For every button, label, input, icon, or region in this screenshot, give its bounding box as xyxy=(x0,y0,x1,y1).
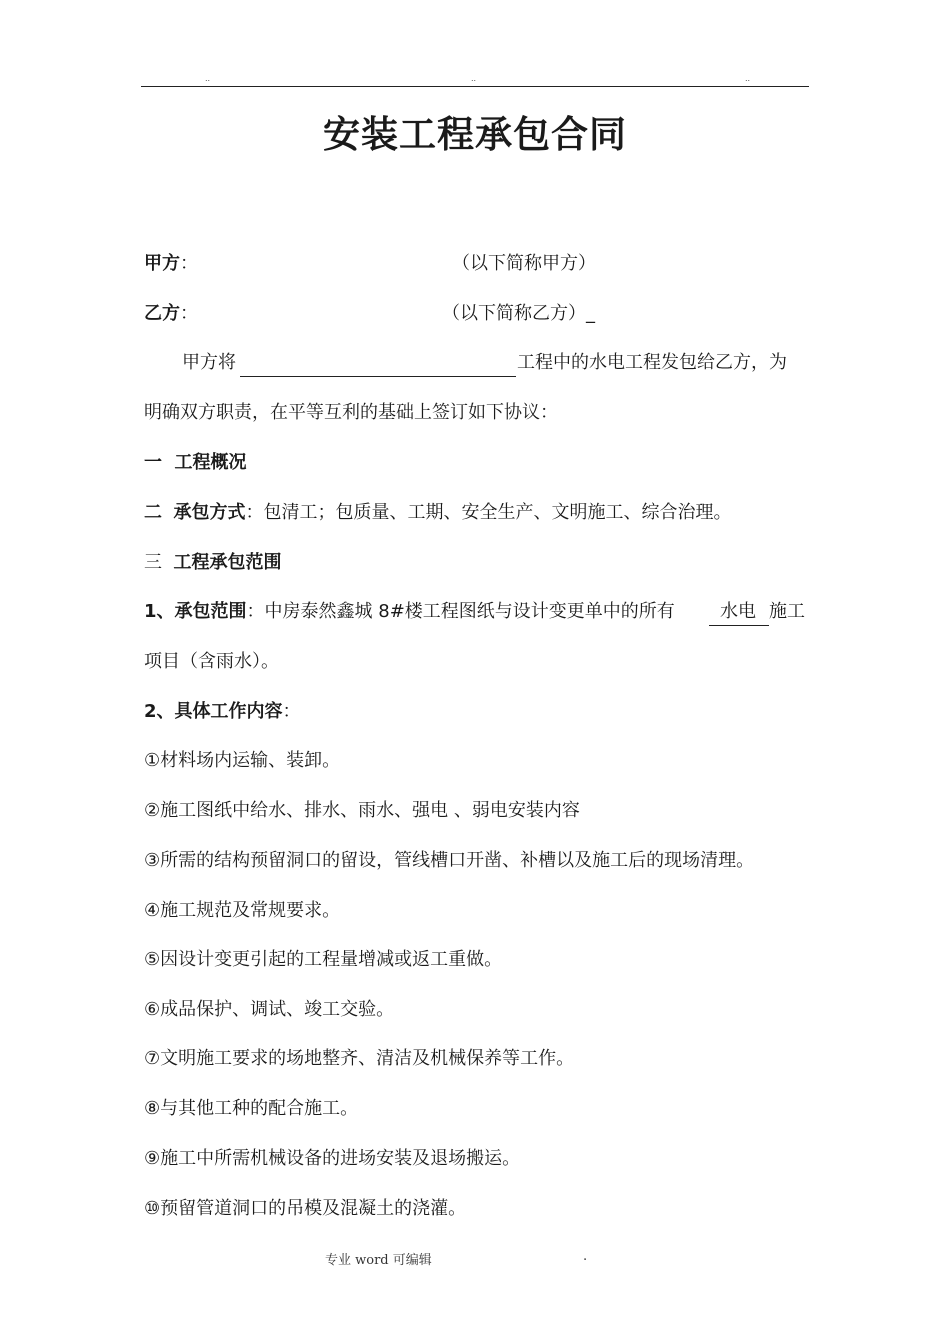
scope-line xyxy=(144,597,675,623)
section-1-title: 工程概况 xyxy=(174,452,247,473)
party-a-line xyxy=(144,249,198,275)
work-item: ⑥成品保护、调试、竣工交验。 xyxy=(144,999,395,1020)
intro-part2: 工程中的水电工程发包给乙方，为 xyxy=(517,352,787,373)
work-item: ⑧与其他工种的配合施工。 xyxy=(144,1098,359,1119)
work-item: ①材料场内运输、装卸。 xyxy=(144,750,341,771)
party-a-label: 甲方 xyxy=(144,253,180,274)
scope-underlined: 水电 xyxy=(720,601,756,622)
section-3-title: 工程承包范围 xyxy=(173,552,282,573)
scope-text: ：中房泰然鑫城 8#楼工程图纸与设计变更单中的所有 xyxy=(246,601,675,622)
section-1-number: 一 xyxy=(144,452,162,473)
footer-right: . xyxy=(583,1249,588,1264)
scope-underline xyxy=(709,625,769,626)
work-item: ⑩预留管道洞口的吊模及混凝土的浇灌。 xyxy=(144,1198,467,1219)
work-item: ⑨施工中所需机械设备的进场安装及退场搬运。 xyxy=(144,1148,521,1169)
section-2-text: ：包清工；包质量、工期、安全生产、文明施工、综合治理。 xyxy=(245,502,732,523)
section-2-number: 二 xyxy=(144,502,162,523)
party-b-line xyxy=(144,299,198,325)
scope-label: 1、承包范围 xyxy=(144,601,247,622)
work-item: ②施工图纸中给水、排水、雨水、强电 、弱电安装内容 xyxy=(144,800,580,821)
footer-left: 专业 word 可编辑 xyxy=(325,1253,432,1268)
section-1-heading xyxy=(144,448,247,474)
document-title: 安装工程承包合同 xyxy=(323,113,627,156)
section-2-line xyxy=(144,498,731,524)
header-mark-right: .. xyxy=(745,74,751,83)
work-heading xyxy=(144,697,301,723)
section-2-title: 承包方式 xyxy=(173,502,246,523)
work-colon: ： xyxy=(282,701,301,722)
scope-line2: 项目（含雨水）。 xyxy=(144,651,279,672)
party-b-colon: ： xyxy=(180,303,198,324)
project-name-blank xyxy=(240,376,516,377)
work-label: 2、具体工作内容 xyxy=(144,701,283,722)
intro-line2: 明确双方职责，在平等互利的基础上签订如下协议： xyxy=(144,402,558,423)
party-b-note: （以下简称乙方）_ xyxy=(442,303,595,324)
header-mark-left: .. xyxy=(205,74,211,83)
party-a-colon: ： xyxy=(180,253,198,274)
work-item: ④施工规范及常规要求。 xyxy=(144,900,341,921)
work-item: ⑦文明施工要求的场地整齐、清洁及机械保养等工作。 xyxy=(144,1048,575,1069)
party-a-note: （以下简称甲方） xyxy=(452,253,596,274)
section-3-heading xyxy=(144,548,281,574)
party-b-label: 乙方 xyxy=(144,303,180,324)
header-rule xyxy=(141,86,809,87)
header-mark-center: .. xyxy=(471,74,477,83)
party-b-trail: _ xyxy=(586,303,595,324)
work-item: ③所需的结构预留洞口的留设，管线槽口开凿、补槽以及施工后的现场清理。 xyxy=(144,850,755,871)
section-3-number: 三 xyxy=(144,552,162,573)
work-item: ⑤因设计变更引起的工程量增减或返工重做。 xyxy=(144,949,503,970)
intro-part1: 甲方将 xyxy=(182,352,236,373)
scope-text-after: 施工 xyxy=(769,601,805,622)
